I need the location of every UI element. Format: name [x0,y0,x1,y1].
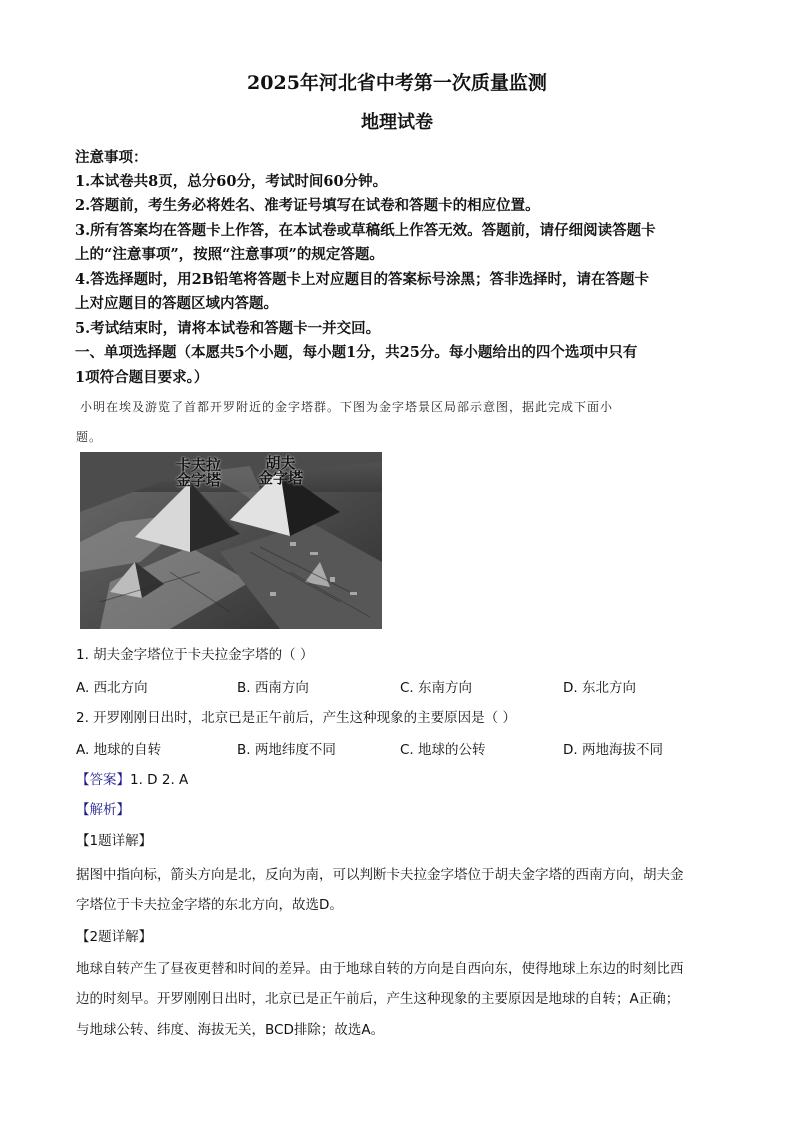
khufu-label-line2: 金字塔 [258,469,304,487]
page-title: 2025年河北省中考第一次质量监测 [247,72,547,94]
notice-line: 2.答题前，考生务必将姓名、准考证号填写在试卷和答题卡的相应位置。 [75,197,540,214]
notice-heading: 注意事项： [75,149,148,166]
notice-line: 1.本试卷共8页，总分60分，考试时间60分钟。 [75,173,388,190]
detail1-heading: 【1题详解】 [76,833,153,849]
page-subtitle: 地理试卷 [361,112,433,133]
analysis-line [76,798,130,818]
notice-line: 上对应题目的答题区域内答题。 [75,295,278,312]
question-stem: 小明在埃及游览了首都开罗附近的金字塔群。下图为金字塔景区局部示意图，据此完成下面小 [80,400,614,414]
detail2-heading: 【2题详解】 [76,929,153,945]
pyramid-photo [80,452,382,629]
q2-option-c: C. 地球的公转 [400,742,486,758]
q1-option-b: B. 西南方向 [237,680,309,696]
answer-value: 1. D 2. A [130,772,189,788]
notice-line: 上的“注意事项”，按照“注意事项”的规定答题。 [75,246,384,263]
detail1-text: 据图中指向标，箭头方向是北，反向为南，可以判断卡夫拉金字塔位于胡夫金字塔的西南方向，胡夫金 [76,867,684,883]
question-1: 1. 胡夫金字塔位于卡夫拉金字塔的（ ） [76,647,314,663]
q2-option-a: A. 地球的自转 [76,742,162,758]
detail1-text-cont: 字塔位于卡夫拉金字塔的东北方向，故选D。 [76,897,343,913]
khufu-label-line1: 胡夫 [265,454,296,472]
q1-option-a: A. 西北方向 [76,680,148,696]
q1-option-d: D. 东北方向 [563,680,636,696]
answer-line [76,768,188,788]
q2-option-d: D. 两地海拔不同 [563,742,663,758]
khufu-label [258,456,303,486]
analysis-tag: 【解析】 [76,802,130,818]
detail2-text: 地球自转产生了昼夜更替和时间的差异。由于地球自转的方向是自西向东，使得地球上东边的时刻比西 [76,961,684,977]
answer-tag: 【答案】 [76,772,130,788]
section-heading-cont: 1项符合题目要求。） [75,369,209,386]
detail2-text-end: 与地球公转、纬度、海拔无关，BCD排除；故选A。 [76,1022,385,1038]
question-2: 2. 开罗刚刚日出时，北京已是正午前后，产生这种现象的主要原因是（ ） [76,710,516,726]
notice-line: 3.所有答案均在答题卡上作答，在本试卷或草稿纸上作答无效。答题前，请仔细阅读答题卡 [75,222,656,239]
q1-option-c: C. 东南方向 [400,680,473,696]
question-stem-cont: 题。 [76,430,103,444]
section-heading: 一、单项选择题（本愿共5个小题，每小题1分，共25分。每小题给出的四个选项中只有 [75,344,638,361]
khafre-label [176,458,221,488]
khafre-label-line2: 金字塔 [176,471,222,489]
notice-line: 5.考试结束时，请将本试卷和答题卡一并交回。 [75,320,381,337]
detail2-text-cont: 边的时刻早。开罗刚刚日出时，北京已是正午前后，产生这种现象的主要原因是地球的自转；A正确； [76,991,680,1007]
khafre-label-line1: 卡夫拉 [176,456,222,474]
q2-option-b: B. 两地纬度不同 [237,742,336,758]
notice-line: 4.答选择题时，用2B铅笔将答题卡上对应题目的答案标号涂黑；答非选择时，请在答题卡 [75,271,649,288]
